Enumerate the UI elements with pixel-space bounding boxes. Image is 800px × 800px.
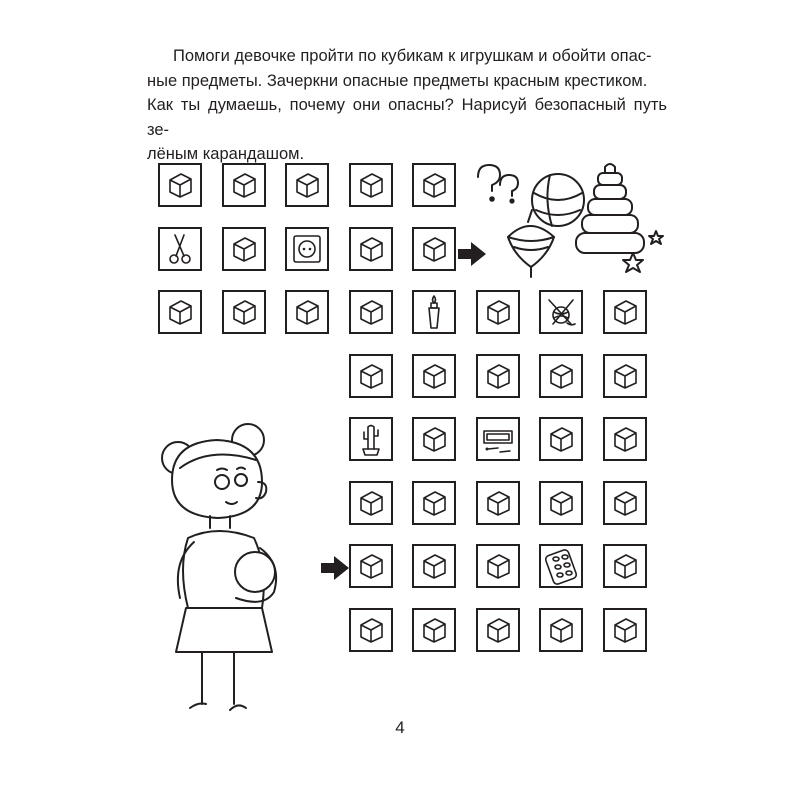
cube-icon	[414, 483, 454, 523]
hazard-cell	[349, 417, 393, 461]
cube-icon	[541, 483, 581, 523]
cube-cell	[603, 608, 647, 652]
cube-icon	[351, 356, 391, 396]
cube-icon	[414, 419, 454, 459]
cube-cell	[476, 608, 520, 652]
cube-cell	[539, 354, 583, 398]
hazard-cell	[285, 227, 329, 271]
cube-icon	[478, 292, 518, 332]
start-arrow-icon	[320, 555, 350, 581]
cube-cell	[349, 354, 393, 398]
cube-icon	[414, 610, 454, 650]
hazard-cell	[539, 290, 583, 334]
cube-cell	[412, 163, 456, 207]
cube-icon	[351, 229, 391, 269]
cube-cell	[539, 608, 583, 652]
cube-cell	[222, 227, 266, 271]
instructions-line: Как ты думаешь, почему они опасны? Нарисуй безопасный путь зе-	[147, 96, 667, 139]
cube-cell	[603, 544, 647, 588]
matches-icon	[478, 419, 518, 459]
cube-cell	[412, 417, 456, 461]
girl-illustration	[150, 420, 310, 720]
hazard-cell	[158, 227, 202, 271]
lighter-icon	[414, 292, 454, 332]
page-number: 4	[395, 718, 405, 737]
cube-icon	[351, 546, 391, 586]
cube-cell	[603, 417, 647, 461]
cube-icon	[414, 229, 454, 269]
cube-icon	[478, 483, 518, 523]
cube-cell	[476, 290, 520, 334]
socket-icon	[287, 229, 327, 269]
cube-cell	[476, 354, 520, 398]
cube-icon	[605, 292, 645, 332]
cube-cell	[285, 290, 329, 334]
cube-cell	[158, 290, 202, 334]
cube-icon	[287, 292, 327, 332]
cube-cell	[349, 290, 393, 334]
toys-illustration	[470, 155, 670, 285]
cube-cell	[349, 608, 393, 652]
hazard-cell	[476, 417, 520, 461]
cube-cell	[476, 544, 520, 588]
cube-icon	[351, 292, 391, 332]
cube-icon	[605, 356, 645, 396]
hazard-cell	[539, 544, 583, 588]
cube-cell	[222, 163, 266, 207]
cube-cell	[539, 417, 583, 461]
cube-icon	[478, 546, 518, 586]
cube-cell	[222, 290, 266, 334]
cube-icon	[478, 610, 518, 650]
cube-cell	[603, 354, 647, 398]
cube-cell	[412, 544, 456, 588]
cube-icon	[224, 292, 264, 332]
cube-icon	[351, 165, 391, 205]
cube-cell	[476, 481, 520, 525]
hazard-cell	[412, 290, 456, 334]
cube-icon	[605, 419, 645, 459]
cube-icon	[160, 292, 200, 332]
cube-icon	[541, 419, 581, 459]
cube-icon	[541, 356, 581, 396]
cube-cell	[412, 481, 456, 525]
cube-icon	[351, 610, 391, 650]
instructions-line: ные предметы. Зачеркни опасные предметы красным крестиком.	[147, 71, 648, 90]
cube-cell	[349, 481, 393, 525]
cube-cell	[158, 163, 202, 207]
cube-icon	[160, 165, 200, 205]
cube-icon	[605, 483, 645, 523]
cube-icon	[414, 546, 454, 586]
cube-cell	[412, 608, 456, 652]
yarn-needles-icon	[541, 292, 581, 332]
cube-icon	[414, 356, 454, 396]
cube-cell	[349, 544, 393, 588]
cube-cell	[603, 481, 647, 525]
cube-cell	[412, 227, 456, 271]
cube-cell	[603, 290, 647, 334]
cube-icon	[351, 483, 391, 523]
cube-cell	[349, 227, 393, 271]
cactus-icon	[351, 419, 391, 459]
cube-cell	[412, 354, 456, 398]
instructions-line: лёным карандашом.	[147, 145, 305, 163]
pills-icon	[541, 546, 581, 586]
cube-icon	[224, 229, 264, 269]
cube-icon	[605, 610, 645, 650]
cube-cell	[349, 163, 393, 207]
cube-cell	[539, 481, 583, 525]
instructions-line: Помоги девочке пройти по кубикам к игрушкам и обойти опас-	[173, 47, 652, 65]
cube-cell	[285, 163, 329, 207]
cube-icon	[478, 356, 518, 396]
cube-icon	[287, 165, 327, 205]
cube-icon	[414, 165, 454, 205]
scissors-icon	[160, 229, 200, 269]
cube-icon	[541, 610, 581, 650]
cube-icon	[605, 546, 645, 586]
cube-icon	[224, 165, 264, 205]
